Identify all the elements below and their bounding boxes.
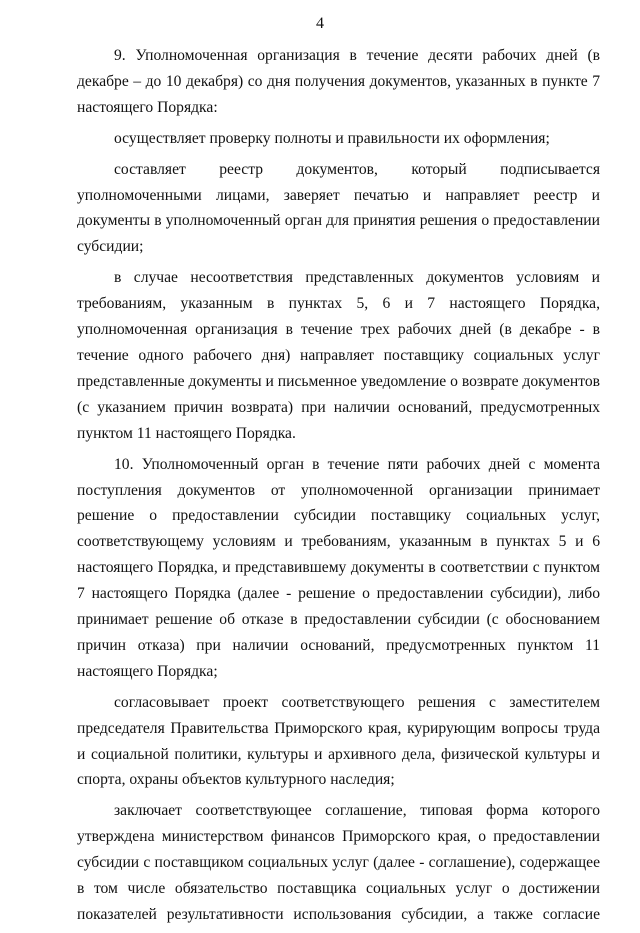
paragraph-9-intro: 9. Уполномоченная организация в течение десяти рабочих дней (в декабре – до 10 декабря) со дня получения документов, указанных в пункте 7 настоящего Порядка: [77,47,600,116]
paragraph-return-documents: в случае несоответствия представленных документов условиям и требованиям, указанным в пунктах 5, 6 и 7 настоящего Порядка, уполномоченная организация в течение трех рабочих дней (в декабре - в течение одного рабочего дня) направляет поставщику социальных услуг представленные документы и письменное уведомление о возврате документов (с указанием причин возврата) при наличии оснований, предусмотренных пунктом 11 настоящего Порядка. [77,269,600,442]
paragraph-check-completeness: осуществляет проверку полноты и правильности их оформления; [114,129,550,147]
paragraph-10-decision: 10. Уполномоченный орган в течение пяти рабочих дней с момента поступления документов от уполномоченной организации принимает решение о предоставлении субсидии поставщику социальных услуг, соответствующему условиям и требованиям, указанным в пунктах 5 и 6 настоящего Порядка, и представившему документы в соответствии с пунктом 7 настоящего Порядка (далее - решение о предоставлении субсидии), либо принимает решение об отказе в предоставлении субсидии (с обоснованием причин отказа) при наличии оснований, предусмотренных пунктом 11 настоящего Порядка; [77,455,600,680]
paragraph-conclude-agreement: заключает соответствующее соглашение, типовая форма которого утверждена министерством финансов Приморского края, о предоставлении субсидии с поставщиком социальных услуг (далее - соглашение), содержащее в том числе обязательство поставщика социальных услуг о достижении показателей результативности использования субсидии, а также согласие [77,802,600,923]
paragraph-compile-register: составляет реестр документов, который подписывается уполномоченными лицами, заверяет печатью и направляет реестр и документы в уполномоченный орган для принятия решения о предоставлении субсидии; [77,160,600,256]
document-body [77,43,600,933]
paragraph-approve-draft: согласовывает проект соответствующего решения с заместителем председателя Правительства Приморского края, курирующим вопросы труда и социальной политики, культуры и архивного дела, физической культуры и спорта, охраны объектов культурного наследия; [77,693,600,789]
page-number: 4 [316,15,324,32]
